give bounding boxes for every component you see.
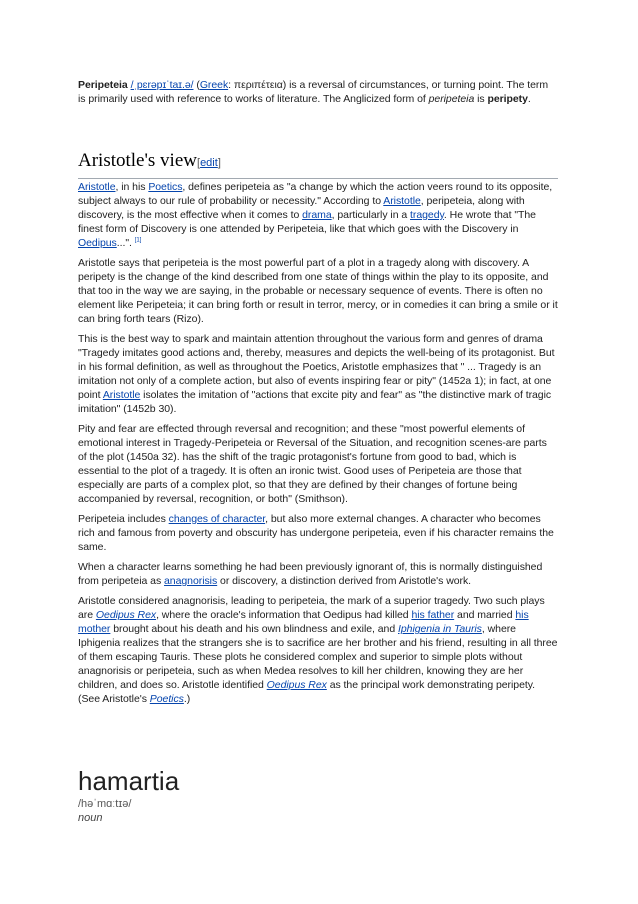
aristotle-link[interactable]: Aristotle: [383, 195, 421, 207]
intro-paragraph: Peripeteia /ˌpɛrəpɪˈtaɪ.ə/ (Greek: περιπέτεια) is a reversal of circumstances, or turning point. The term is primarily used with reference to works of literature. The Anglicized form of peripeteia is peripety.: [78, 79, 549, 105]
iphigenia-link[interactable]: Iphigenia in Tauris: [398, 623, 482, 635]
paragraph-4: Pity and fear are effected through reversal and recognition; and these "most powerful elements of emotional interest in Tragedy-Peripeteia or Reversal of the Situation, and recognition scenes-are parts of the plot (1450a 32). has the shift of the tragic protagonist's fortune from good to bad, which is essential to the plot of a tragedy. It is often an ironic twist. Good uses of Peripeteia are those that especially are parts of a complex plot, so that they are defined by their changes of fortune being accompanied by reversal, recognition, or both" (Smithson).: [78, 423, 547, 505]
dictionary-headword: hamartia: [78, 766, 180, 796]
paragraph-1: Aristotle, in his Poetics, defines peripeteia as "a change by which the action veers round to its opposite, subject always to our rule of probability or necessity." According to Aristotle, peripeteia, along with discovery, is the most effective when it comes to drama, particularly in a tragedy. He wrote that "The finest form of Discovery is one attended by Peripeteia, like that which goes with the Discovery in Oedipus...". [1]: [78, 181, 553, 249]
paragraph-3: This is the best way to spark and maintain attention throughout the various form and genres of drama "Tragedy imitates good actions and, thereby, measures and depicts the well-being of its protagonist. But in his formal definition, as well as throughout the Poetics, Aristotle emphasizes that " ... Tragedy is an imitation not only of a complete action, but also of events inspiring fear or pity" (1452a 1); in fact, at one point Aristotle isolates the imitation of "actions that excite pity and fear" as "the distinctive mark of tragic imitation" (1452b 30).: [78, 333, 555, 415]
his-father-link[interactable]: his father: [411, 609, 455, 621]
poetics-link[interactable]: Poetics: [149, 693, 184, 705]
lead-term: Peripeteia: [78, 79, 128, 91]
oedipus-link[interactable]: Oedipus: [78, 237, 117, 249]
section-body: [78, 180, 558, 712]
paragraph-6: When a character learns something he had been previously ignorant of, this is normally distinguished from peripeteia as anagnorisis or discovery, a distinction derived from Aristotle's work.: [78, 561, 543, 587]
poetics-link[interactable]: Poetics: [148, 181, 183, 193]
oedipus-rex-link[interactable]: Oedipus Rex: [266, 679, 327, 691]
anagnorisis-link[interactable]: anagnorisis: [164, 575, 218, 587]
greek-link[interactable]: Greek: [199, 79, 229, 91]
reference-link[interactable]: [1]: [134, 237, 142, 244]
section-heading: [78, 149, 558, 179]
part-of-speech: noun: [78, 812, 103, 824]
paragraph-5: Peripeteia includes changes of character, but also more external changes. A character who becomes rich and famous from poverty and obscurity has undergone peripeteia, even if his character remains the same.: [78, 513, 554, 553]
edit-section: [edit]: [197, 157, 221, 169]
edit-link[interactable]: edit: [200, 157, 218, 169]
paragraph-7: Aristotle considered anagnorisis, leading to peripeteia, the mark of a superior tragedy. Two such plays are Oedipus Rex, where the oracle's information that Oedipus had killed his father and married his mother brought about his death and his own blindness and exile, and Iphigenia in Tauris, where Iphigenia realizes that the strangers she is to sacrifice are her brother and his friend, resulting in all three of them escaping Tauris. These plots he considered complex and superior to simple plots without anagnorisis or peripeteia, such as when Medea resolves to kill her children, knowing they are her children, and does so. Aristotle identified Oedipus Rex as the principal work demonstrating peripety. (See Aristotle's Poetics.): [78, 595, 558, 705]
tragedy-link[interactable]: tragedy: [410, 209, 444, 221]
his-mother-link[interactable]: his mother: [78, 609, 529, 635]
changes-of-character-link[interactable]: changes of character: [168, 513, 266, 525]
pronunciation: /həˈmɑːtɪə/: [78, 798, 132, 810]
aristotle-link[interactable]: Aristotle: [102, 389, 141, 401]
aristotle-link[interactable]: Aristotle: [78, 181, 116, 193]
drama-link[interactable]: drama: [302, 209, 332, 221]
ipa-link[interactable]: /ˌpɛrəpɪˈtaɪ.ə/: [130, 79, 194, 91]
section-title: Aristotle's view: [78, 150, 197, 171]
paragraph-2: Aristotle says that peripeteia is the most powerful part of a plot in a tragedy along with discovery. A peripety is the change of the kind described from one state of things within the play to its opposite, and that too in the way we are saying, in the probable or necessary sequence of events. There is often no element like Peripeteia; it can bring forth or result in terror, mercy, or in comedies it can bring a smile or it can bring forth tears (Rizo).: [78, 257, 558, 325]
oedipus-rex-link[interactable]: Oedipus Rex: [95, 609, 157, 621]
